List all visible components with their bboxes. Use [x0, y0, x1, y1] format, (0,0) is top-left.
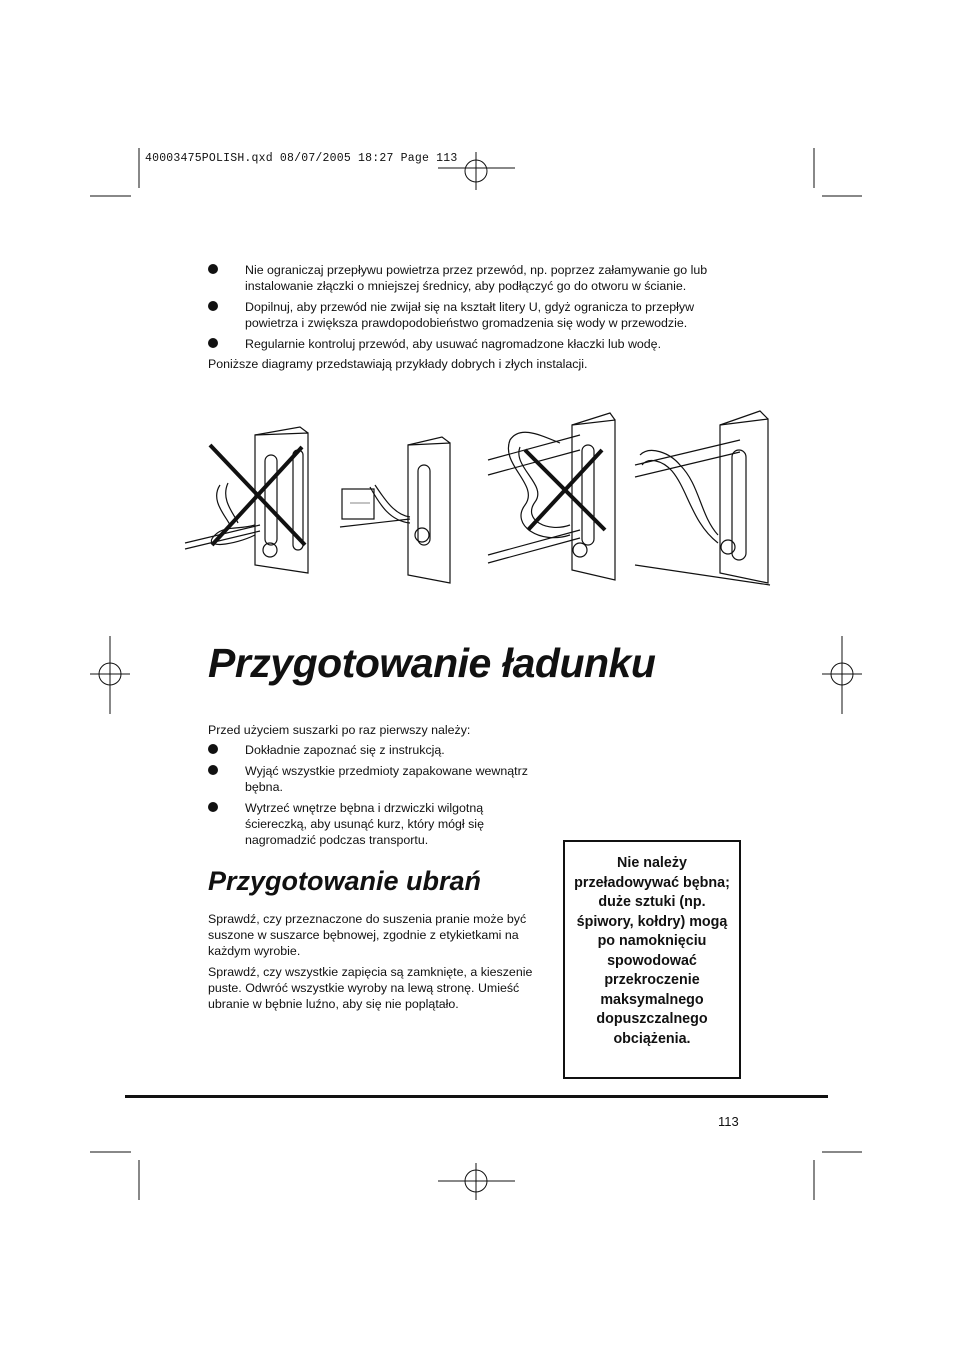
list-item: Regularnie kontroluj przewód, aby usuwać nagromadzone kłaczki lub wodę. [208, 336, 748, 352]
section2-paragraph: Sprawdź, czy wszystkie zapięcia są zamknięte, a kieszenie puste. Odwróć wszystkie wyroby na lewą stronę. Umieść ubranie w bębnie luźno, aby się nie poplątało. [208, 965, 533, 1011]
diagram-bad-kinked-hose [185, 427, 308, 573]
bullet-dot-icon [208, 338, 218, 348]
list-item: Nie ograniczaj przepływu powietrza przez przewód, np. poprzez załamywanie go lub instalowanie złączki o mniejszej średnicy, aby podłączyć go do otworu w ścianie. [208, 262, 748, 294]
print-slug: 40003475POLISH.qxd 08/07/2005 18:27 Page 113 [145, 152, 458, 165]
diagram-good-wall-vent [635, 411, 770, 585]
list-item: Dopilnuj, aby przewód nie zwijał się na kształt litery U, gdyż ogranicza to przepływ powietrza i zwiększa prawdopodobieństwo gromadzenia się wody w przewodzie. [208, 299, 748, 331]
warning-box [563, 840, 741, 1079]
vent-hose-tips [208, 262, 748, 357]
diagram-good-short-hose [340, 437, 450, 583]
bullet-dot-icon [208, 765, 218, 775]
list-item: Wyjąć wszystkie przedmioty zapakowane wewnątrz bębna. [208, 763, 548, 795]
footer-rule [125, 1095, 828, 1098]
section-heading: Przygotowanie ubrań [208, 866, 482, 896]
bullet-dot-icon [208, 301, 218, 311]
page-title: Przygotowanie ładunku [208, 640, 656, 686]
section1-intro: Przed użyciem suszarki po raz pierwszy należy: [208, 723, 471, 737]
preparation-steps [208, 742, 548, 853]
warning-text: Nie należy przeładowywać bębna; duże sztuki (np. śpiwory, kołdry) mogą po namoknięciu spowodować przekroczenie maksymalnego dopuszczalnego obciążenia. [574, 855, 730, 1047]
list-item: Dokładnie zapoznać się z instrukcją. [208, 742, 548, 758]
bullet-dot-icon [208, 744, 218, 754]
diagram-bad-looped-hose [488, 413, 615, 580]
bullet-dot-icon [208, 802, 218, 812]
page-number: 113 [718, 1114, 739, 1129]
diagram-intro: Poniższe diagramy przedstawiają przykłady dobrych i złych instalacji. [208, 357, 588, 371]
installation-diagrams [180, 405, 780, 590]
list-item: Wytrzeć wnętrze bębna i drzwiczki wilgotną ściereczką, aby usunąć kurz, który mógł się nagromadzić podczas transportu. [208, 800, 548, 848]
bullet-dot-icon [208, 264, 218, 274]
section2-paragraph: Sprawdź, czy przeznaczone do suszenia pranie może być suszone w suszarce bębnowej, zgodnie z etykietkami na każdym wyrobie. [208, 912, 527, 958]
